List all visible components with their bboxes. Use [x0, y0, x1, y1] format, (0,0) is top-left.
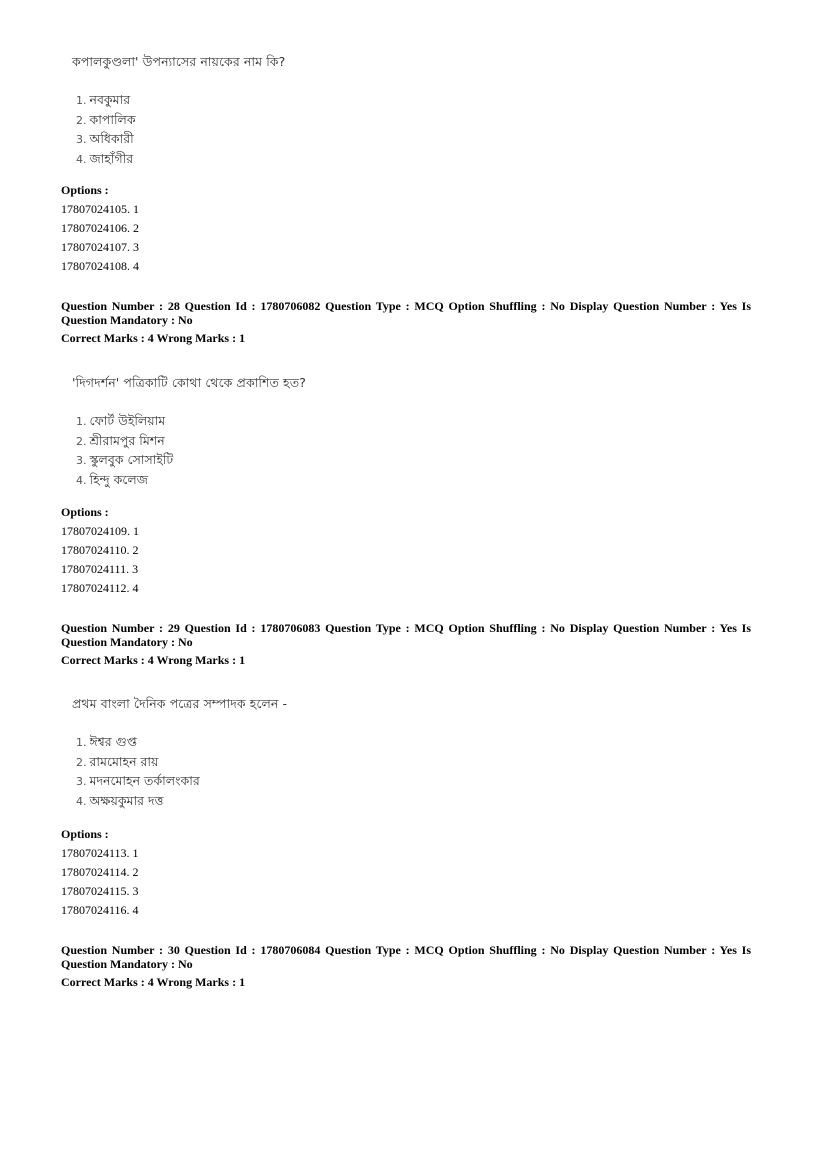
question-image-q28 [72, 375, 306, 489]
option-row: 17807024114. 2 [61, 865, 139, 879]
choice-list [72, 411, 306, 489]
question-stem: 'দিগদর্শন' পত্রিকাটি কোথা থেকে প্রকাশিত হত? [72, 375, 306, 390]
question-image-q27 [72, 54, 285, 168]
option-row: 17807024109. 1 [61, 524, 139, 538]
option-row: 17807024112. 4 [61, 581, 139, 595]
choice-item: 3. মদনমোহন তর্কালংকার [76, 773, 200, 788]
question-meta-q30 [61, 943, 751, 989]
choice-list [72, 732, 287, 810]
question-stem: প্রথম বাংলা দৈনিক পত্রের সম্পাদক হলেন - [72, 696, 288, 711]
choice-item: 2. রামমোহন রায় [76, 753, 159, 769]
choice-item: 3. অধিকারী [76, 131, 134, 146]
question-marks: Correct Marks : 4 Wrong Marks : 1 [61, 975, 246, 989]
question-meta-line: Question Number : 29 Question Id : 1780706083 Question Type : MCQ Option Shuffling : No Display Question Number : Yes Is [61, 621, 751, 635]
question-meta-q28 [61, 299, 751, 345]
question-meta-line: Question Number : 30 Question Id : 1780706084 Question Type : MCQ Option Shuffling : No Display Question Number : Yes Is [61, 943, 751, 957]
option-row: 17807024105. 1 [61, 202, 139, 216]
question-meta-q29 [61, 621, 751, 667]
options-header: Options : [61, 827, 109, 841]
option-row: 17807024108. 4 [61, 259, 139, 273]
options-block [61, 181, 139, 276]
option-row: 17807024110. 2 [61, 543, 139, 557]
options-header: Options : [61, 505, 109, 519]
option-row: 17807024116. 4 [61, 903, 139, 917]
choice-item: 4. হিন্দু কলেজ [76, 471, 148, 487]
choice-list [72, 90, 285, 168]
choice-item: 2. কাপালিক [76, 111, 136, 127]
question-meta-line: Question Number : 28 Question Id : 1780706082 Question Type : MCQ Option Shuffling : No Display Question Number : Yes Is [61, 299, 751, 313]
option-row: 17807024106. 2 [61, 221, 139, 235]
options-header: Options : [61, 183, 109, 197]
option-row: 17807024113. 1 [61, 846, 139, 860]
question-image-q29 [72, 696, 287, 810]
question-mandatory: Question Mandatory : No [61, 635, 193, 649]
choice-item: 4. জাহাঁগীর [76, 150, 134, 166]
choice-item: 1. ফোর্ট উইলিয়াম [76, 413, 166, 428]
question-mandatory: Question Mandatory : No [61, 957, 193, 971]
choice-item: 1. নবকুমার [76, 92, 131, 107]
question-marks: Correct Marks : 4 Wrong Marks : 1 [61, 653, 246, 667]
question-marks: Correct Marks : 4 Wrong Marks : 1 [61, 331, 246, 345]
option-row: 17807024111. 3 [61, 562, 139, 576]
question-mandatory: Question Mandatory : No [61, 313, 193, 327]
options-block [61, 503, 139, 598]
option-row: 17807024107. 3 [61, 240, 139, 254]
choice-item: 3. স্কুলবুক সোসাইটি [76, 452, 174, 467]
question-stem: কপালকুণ্ডলা' উপন্যাসের নায়কের নাম কি? [72, 54, 286, 69]
option-row: 17807024115. 3 [61, 884, 139, 898]
choice-item: 1. ঈশ্বর গুপ্ত [76, 734, 138, 749]
options-block [61, 825, 139, 920]
choice-item: 2. শ্রীরামপুর মিশন [76, 432, 165, 448]
choice-item: 4. অক্ষয়কুমার দত্ত [76, 792, 164, 808]
